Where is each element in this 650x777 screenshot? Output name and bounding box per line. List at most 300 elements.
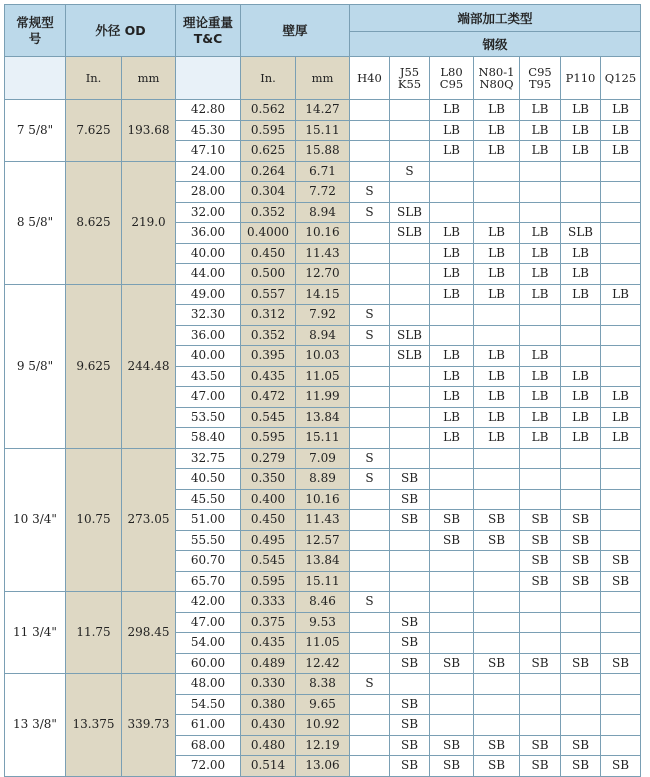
od-mm-cell: 219.0 [122, 161, 176, 284]
end-type-cell [474, 305, 520, 326]
end-type-cell: SB [561, 530, 601, 551]
end-type-cell [390, 264, 430, 285]
end-type-cell [430, 448, 474, 469]
wall-mm-cell: 15.88 [296, 141, 350, 162]
end-type-cell [601, 469, 641, 490]
table-row [5, 161, 641, 182]
end-type-cell: SB [474, 530, 520, 551]
end-type-cell [350, 100, 390, 121]
wall-in-cell: 0.450 [241, 510, 296, 531]
end-type-cell [561, 489, 601, 510]
end-type-cell: LB [474, 366, 520, 387]
wall-in-cell: 0.330 [241, 674, 296, 695]
weight-cell: 54.00 [176, 633, 241, 654]
size-cell: 13 3/8" [5, 674, 66, 777]
end-type-cell [601, 325, 641, 346]
weight-cell: 47.00 [176, 612, 241, 633]
end-type-cell: LB [520, 223, 561, 244]
end-type-cell [350, 756, 390, 777]
wall-in-cell: 0.4000 [241, 223, 296, 244]
wall-mm-cell: 12.70 [296, 264, 350, 285]
end-type-cell: SB [520, 653, 561, 674]
od-mm-cell: 298.45 [122, 592, 176, 674]
end-type-cell: LB [601, 141, 641, 162]
header-wall: 壁厚 [241, 5, 350, 57]
end-type-cell [474, 469, 520, 490]
weight-cell: 61.00 [176, 715, 241, 736]
end-type-cell [561, 715, 601, 736]
end-type-cell [350, 612, 390, 633]
grade-header: C95 T95 [520, 57, 561, 100]
end-type-cell [350, 571, 390, 592]
end-type-cell: SB [390, 653, 430, 674]
weight-cell: 32.00 [176, 202, 241, 223]
wall-mm-cell: 10.16 [296, 489, 350, 510]
weight-cell: 65.70 [176, 571, 241, 592]
end-type-cell [520, 325, 561, 346]
end-type-cell [350, 264, 390, 285]
size-cell: 7 5/8" [5, 100, 66, 162]
wall-in-cell: 0.304 [241, 182, 296, 203]
wall-mm-cell: 14.15 [296, 284, 350, 305]
end-type-cell [350, 735, 390, 756]
end-type-cell [520, 633, 561, 654]
od-mm-cell: 273.05 [122, 448, 176, 592]
end-type-cell [390, 305, 430, 326]
end-type-cell [474, 448, 520, 469]
unit-wall-mm: mm [296, 57, 350, 100]
wall-mm-cell: 15.11 [296, 428, 350, 449]
end-type-cell: LB [601, 387, 641, 408]
end-type-cell [430, 161, 474, 182]
end-type-cell: SB [561, 756, 601, 777]
wall-mm-cell: 8.89 [296, 469, 350, 490]
end-type-cell: SB [474, 510, 520, 531]
end-type-cell: S [350, 674, 390, 695]
end-type-cell [390, 428, 430, 449]
table-container [4, 4, 641, 777]
end-type-cell [601, 510, 641, 531]
end-type-cell [561, 633, 601, 654]
end-type-cell [520, 694, 561, 715]
end-type-cell: LB [474, 264, 520, 285]
wall-mm-cell: 11.05 [296, 366, 350, 387]
end-type-cell [350, 551, 390, 572]
end-type-cell [350, 161, 390, 182]
end-type-cell: S [350, 325, 390, 346]
end-type-cell [601, 489, 641, 510]
end-type-cell [350, 715, 390, 736]
end-type-cell: LB [520, 264, 561, 285]
od-mm-cell: 193.68 [122, 100, 176, 162]
weight-cell: 47.10 [176, 141, 241, 162]
end-type-cell [430, 202, 474, 223]
end-type-cell: SB [390, 735, 430, 756]
wall-in-cell: 0.279 [241, 448, 296, 469]
end-type-cell: LB [520, 387, 561, 408]
end-type-cell: LB [430, 428, 474, 449]
header-grade: 钢级 [350, 32, 641, 57]
end-type-cell [430, 182, 474, 203]
wall-mm-cell: 8.38 [296, 674, 350, 695]
end-type-cell [520, 612, 561, 633]
end-type-cell: SB [430, 530, 474, 551]
weight-cell: 40.00 [176, 243, 241, 264]
header-weight: 理论重量 T&C [176, 5, 241, 57]
end-type-cell [561, 674, 601, 695]
weight-cell: 36.00 [176, 223, 241, 244]
weight-cell: 40.00 [176, 346, 241, 367]
end-type-cell: LB [474, 120, 520, 141]
end-type-cell [520, 161, 561, 182]
wall-mm-cell: 11.43 [296, 510, 350, 531]
od-in-cell: 13.375 [66, 674, 122, 777]
end-type-cell: LB [474, 428, 520, 449]
table-row [5, 100, 641, 121]
weight-cell: 58.40 [176, 428, 241, 449]
table-row [5, 592, 641, 613]
end-type-cell: SLB [390, 325, 430, 346]
weight-cell: 24.00 [176, 161, 241, 182]
end-type-cell: LB [520, 407, 561, 428]
end-type-cell [474, 325, 520, 346]
wall-in-cell: 0.480 [241, 735, 296, 756]
end-type-cell: SB [390, 756, 430, 777]
end-type-cell: LB [430, 141, 474, 162]
end-type-cell [561, 161, 601, 182]
grade-header: L80 C95 [430, 57, 474, 100]
end-type-cell [390, 284, 430, 305]
wall-in-cell: 0.489 [241, 653, 296, 674]
end-type-cell [474, 612, 520, 633]
wall-in-cell: 0.350 [241, 469, 296, 490]
end-type-cell [350, 510, 390, 531]
end-type-cell: SB [561, 735, 601, 756]
end-type-cell [561, 325, 601, 346]
end-type-cell: SB [520, 735, 561, 756]
end-type-cell: LB [601, 407, 641, 428]
end-type-cell [390, 243, 430, 264]
end-type-cell [601, 612, 641, 633]
end-type-cell [601, 633, 641, 654]
end-type-cell [390, 120, 430, 141]
end-type-cell [430, 469, 474, 490]
end-type-cell [520, 305, 561, 326]
end-type-cell [390, 448, 430, 469]
size-cell: 11 3/4" [5, 592, 66, 674]
end-type-cell [430, 612, 474, 633]
end-type-cell [561, 612, 601, 633]
end-type-cell: LB [601, 120, 641, 141]
wall-mm-cell: 13.84 [296, 407, 350, 428]
end-type-cell: S [390, 161, 430, 182]
grade-header: N80-1 N80Q [474, 57, 520, 100]
end-type-cell [561, 305, 601, 326]
end-type-cell: LB [561, 407, 601, 428]
end-type-cell: LB [430, 366, 474, 387]
end-type-cell [390, 592, 430, 613]
end-type-cell [390, 674, 430, 695]
end-type-cell: SLB [390, 202, 430, 223]
end-type-cell [520, 448, 561, 469]
end-type-cell: S [350, 202, 390, 223]
wall-in-cell: 0.430 [241, 715, 296, 736]
end-type-cell [474, 715, 520, 736]
end-type-cell [390, 366, 430, 387]
end-type-cell: LB [601, 284, 641, 305]
end-type-cell [390, 530, 430, 551]
header-od: 外径 OD [66, 5, 176, 57]
end-type-cell: SB [561, 510, 601, 531]
end-type-cell [474, 489, 520, 510]
end-type-cell [601, 448, 641, 469]
end-type-cell [474, 202, 520, 223]
od-mm-cell: 339.73 [122, 674, 176, 777]
wall-in-cell: 0.557 [241, 284, 296, 305]
end-type-cell: SB [561, 571, 601, 592]
end-type-cell [430, 694, 474, 715]
end-type-cell: SB [601, 653, 641, 674]
table-body [5, 100, 641, 777]
unit-od-in: In. [66, 57, 122, 100]
wall-in-cell: 0.380 [241, 694, 296, 715]
weight-cell: 44.00 [176, 264, 241, 285]
end-type-cell: LB [561, 428, 601, 449]
end-type-cell [601, 264, 641, 285]
end-type-cell: SB [390, 510, 430, 531]
size-cell: 10 3/4" [5, 448, 66, 592]
end-type-cell: SB [390, 612, 430, 633]
wall-in-cell: 0.562 [241, 100, 296, 121]
wall-mm-cell: 11.99 [296, 387, 350, 408]
wall-in-cell: 0.495 [241, 530, 296, 551]
end-type-cell: LB [520, 243, 561, 264]
end-type-cell [520, 469, 561, 490]
end-type-cell: SB [390, 715, 430, 736]
end-type-cell: LB [561, 264, 601, 285]
casing-spec-table [4, 4, 641, 777]
weight-cell: 55.50 [176, 530, 241, 551]
table-row [5, 674, 641, 695]
weight-cell: 42.00 [176, 592, 241, 613]
wall-mm-cell: 13.06 [296, 756, 350, 777]
end-type-cell [430, 489, 474, 510]
end-type-cell [520, 182, 561, 203]
wall-in-cell: 0.595 [241, 571, 296, 592]
end-type-cell [561, 182, 601, 203]
weight-cell: 32.75 [176, 448, 241, 469]
wall-in-cell: 0.395 [241, 346, 296, 367]
end-type-cell: S [350, 469, 390, 490]
end-type-cell: LB [520, 141, 561, 162]
weight-cell: 53.50 [176, 407, 241, 428]
end-type-cell: LB [474, 223, 520, 244]
end-type-cell: LB [474, 100, 520, 121]
end-type-cell: SB [601, 756, 641, 777]
weight-cell: 51.00 [176, 510, 241, 531]
end-type-cell: SB [520, 551, 561, 572]
end-type-cell: LB [474, 284, 520, 305]
end-type-cell: SB [561, 551, 601, 572]
weight-cell: 45.30 [176, 120, 241, 141]
wall-mm-cell: 12.19 [296, 735, 350, 756]
end-type-cell [350, 223, 390, 244]
wall-mm-cell: 6.71 [296, 161, 350, 182]
wall-mm-cell: 7.72 [296, 182, 350, 203]
wall-in-cell: 0.545 [241, 407, 296, 428]
wall-mm-cell: 10.92 [296, 715, 350, 736]
end-type-cell [601, 305, 641, 326]
wall-mm-cell: 8.46 [296, 592, 350, 613]
wall-mm-cell: 13.84 [296, 551, 350, 572]
grade-header: P110 [561, 57, 601, 100]
wall-in-cell: 0.472 [241, 387, 296, 408]
end-type-cell [390, 551, 430, 572]
end-type-cell: LB [430, 120, 474, 141]
od-in-cell: 8.625 [66, 161, 122, 284]
end-type-cell: LB [601, 428, 641, 449]
wall-mm-cell: 12.42 [296, 653, 350, 674]
wall-mm-cell: 8.94 [296, 325, 350, 346]
end-type-cell: S [350, 182, 390, 203]
od-in-cell: 7.625 [66, 100, 122, 162]
end-type-cell [520, 715, 561, 736]
end-type-cell [350, 120, 390, 141]
od-in-cell: 10.75 [66, 448, 122, 592]
end-type-cell: SB [520, 756, 561, 777]
end-type-cell: SB [474, 735, 520, 756]
end-type-cell: SB [390, 489, 430, 510]
wall-in-cell: 0.625 [241, 141, 296, 162]
end-type-cell [350, 407, 390, 428]
weight-cell: 72.00 [176, 756, 241, 777]
end-type-cell [430, 325, 474, 346]
wall-in-cell: 0.595 [241, 428, 296, 449]
end-type-cell [430, 674, 474, 695]
weight-cell: 48.00 [176, 674, 241, 695]
weight-cell: 49.00 [176, 284, 241, 305]
end-type-cell [430, 592, 474, 613]
wall-in-cell: 0.545 [241, 551, 296, 572]
end-type-cell [390, 387, 430, 408]
end-type-cell [474, 182, 520, 203]
end-type-cell: SLB [561, 223, 601, 244]
end-type-cell [390, 141, 430, 162]
wall-mm-cell: 8.94 [296, 202, 350, 223]
end-type-cell [350, 694, 390, 715]
end-type-cell [430, 571, 474, 592]
end-type-cell [350, 633, 390, 654]
end-type-cell [601, 243, 641, 264]
unit-od-mm: mm [122, 57, 176, 100]
end-type-cell [350, 428, 390, 449]
wall-mm-cell: 11.43 [296, 243, 350, 264]
weight-cell: 28.00 [176, 182, 241, 203]
end-type-cell: LB [474, 407, 520, 428]
od-mm-cell: 244.48 [122, 284, 176, 448]
end-type-cell: LB [520, 284, 561, 305]
end-type-cell: LB [561, 100, 601, 121]
wall-in-cell: 0.435 [241, 633, 296, 654]
wall-mm-cell: 15.11 [296, 571, 350, 592]
end-type-cell [474, 161, 520, 182]
end-type-cell [350, 366, 390, 387]
end-type-cell: LB [430, 284, 474, 305]
end-type-cell: LB [474, 387, 520, 408]
wall-mm-cell: 14.27 [296, 100, 350, 121]
end-type-cell: SB [390, 469, 430, 490]
end-type-cell [350, 284, 390, 305]
header-end-type: 端部加工类型 [350, 5, 641, 32]
wall-mm-cell: 12.57 [296, 530, 350, 551]
weight-cell: 40.50 [176, 469, 241, 490]
end-type-cell [350, 346, 390, 367]
end-type-cell: LB [520, 120, 561, 141]
weight-cell: 47.00 [176, 387, 241, 408]
end-type-cell: LB [520, 366, 561, 387]
weight-cell: 43.50 [176, 366, 241, 387]
weight-cell: 36.00 [176, 325, 241, 346]
end-type-cell: SLB [390, 346, 430, 367]
end-type-cell [350, 141, 390, 162]
wall-in-cell: 0.400 [241, 489, 296, 510]
end-type-cell: SB [474, 653, 520, 674]
end-type-cell [561, 202, 601, 223]
end-type-cell [520, 489, 561, 510]
end-type-cell: LB [474, 346, 520, 367]
unit-weight-blank [176, 57, 241, 100]
end-type-cell [601, 674, 641, 695]
end-type-cell [474, 592, 520, 613]
end-type-cell [601, 202, 641, 223]
wall-in-cell: 0.375 [241, 612, 296, 633]
end-type-cell: LB [430, 223, 474, 244]
wall-in-cell: 0.333 [241, 592, 296, 613]
weight-cell: 32.30 [176, 305, 241, 326]
end-type-cell [601, 182, 641, 203]
end-type-cell [520, 202, 561, 223]
od-in-cell: 11.75 [66, 592, 122, 674]
end-type-cell: SB [474, 756, 520, 777]
wall-mm-cell: 7.92 [296, 305, 350, 326]
wall-in-cell: 0.312 [241, 305, 296, 326]
end-type-cell [430, 551, 474, 572]
table-row [5, 448, 641, 469]
wall-mm-cell: 9.65 [296, 694, 350, 715]
table-row [5, 284, 641, 305]
end-type-cell [561, 346, 601, 367]
end-type-cell: SB [390, 633, 430, 654]
end-type-cell [601, 715, 641, 736]
end-type-cell: SB [520, 510, 561, 531]
end-type-cell [474, 571, 520, 592]
weight-cell: 68.00 [176, 735, 241, 756]
end-type-cell: SB [601, 551, 641, 572]
end-type-cell: SB [430, 653, 474, 674]
end-type-cell: S [350, 592, 390, 613]
wall-mm-cell: 15.11 [296, 120, 350, 141]
end-type-cell: SLB [390, 223, 430, 244]
weight-cell: 45.50 [176, 489, 241, 510]
end-type-cell: SB [520, 530, 561, 551]
end-type-cell [350, 243, 390, 264]
end-type-cell: LB [520, 100, 561, 121]
end-type-cell [390, 100, 430, 121]
grade-header: J55 K55 [390, 57, 430, 100]
end-type-cell [474, 674, 520, 695]
end-type-cell: LB [474, 243, 520, 264]
end-type-cell: S [350, 305, 390, 326]
